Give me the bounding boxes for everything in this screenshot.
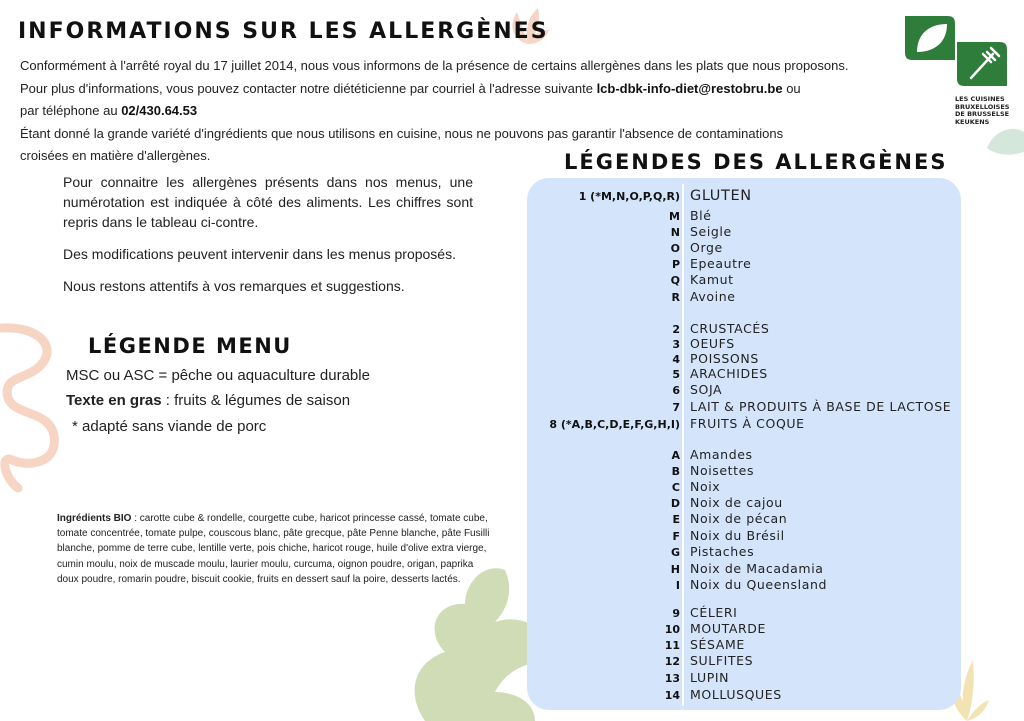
- allergen-label: LAIT & PRODUITS À BASE DE LACTOSE: [690, 399, 952, 414]
- allergen-label: Noix du Queensland: [690, 577, 828, 592]
- allergen-label: ARACHIDES: [690, 366, 768, 381]
- allergen-code: 9: [672, 607, 680, 620]
- allergen-code: B: [671, 465, 680, 478]
- allergen-label: Noix de pécan: [690, 511, 788, 526]
- allergen-label: Amandes: [690, 447, 753, 462]
- allergen-label: POISSONS: [690, 351, 759, 366]
- logo-text-line-3: DE BRUSSELSE: [955, 110, 1010, 118]
- contact-phone: 02/430.64.53: [121, 103, 198, 118]
- menu-legend-bold-desc: : fruits & légumes de saison: [161, 392, 351, 409]
- allergen-code: 10: [664, 623, 680, 636]
- allergen-code: H: [670, 563, 680, 576]
- intro-line-3: [20, 100, 920, 123]
- bio-label: Ingrédients BIO: [57, 513, 132, 524]
- allergen-label: SULFITES: [690, 653, 754, 668]
- menu-legend-bold: [66, 392, 350, 409]
- allergen-code: 11: [664, 639, 680, 652]
- allergen-code: 4: [672, 353, 680, 366]
- logo-leaf-icon: [903, 14, 1008, 94]
- allergen-label: Kamut: [690, 272, 734, 287]
- allergen-code: C: [671, 481, 680, 494]
- menu-legend-star: * adapté sans viande de porc: [72, 418, 267, 435]
- page-title: INFORMATIONS SUR LES ALLERGÈNES: [18, 19, 549, 44]
- info-paragraph-1: Pour connaitre les allergènes présents dans nos menus, une numérotation est indiquée à côté des aliments. Les chiffres sont repris dans le tableau ci-contre.: [63, 174, 473, 230]
- intro-line-1: Conformément à l'arrêté royal du 17 juillet 2014, nous vous informons de la présence de certains allergènes dans les plats que nous proposons.: [20, 58, 849, 73]
- allergen-code: A: [671, 449, 680, 462]
- allergen-label: Noisettes: [690, 463, 755, 478]
- bio-text: : carotte cube & rondelle, courgette cube, haricot princesse cassé, tomate cube, tomate concentrée, tomate pulpe, couscous blanc, pâte grecque, pâte Penne blanche, pâte Fusilli blanche, pomme de terre cube, lentille verte, pois chiche, haricot rouge, huile d'olive extra vierge, cumin moulu, noix de muscade moulu, laurier moulu, curcuma, oignon poudre, origan, paprika doux poudre, romarin poudre, biscuit cookie, fruits en dessert sauf la poire, desserts lactés.: [57, 513, 490, 585]
- allergen-label: Noix du Brésil: [690, 528, 785, 543]
- allergen-code: F: [672, 530, 680, 543]
- allergen-legend-title: LÉGENDES DES ALLERGÈNES: [564, 150, 948, 174]
- allergen-code: G: [670, 546, 680, 559]
- contact-email-link[interactable]: lcb-dbk-info-diet@restobru.be: [596, 80, 783, 96]
- allergen-label: FRUITS À COQUE: [690, 416, 805, 431]
- info-paragraph-2: Des modifications peuvent intervenir dans les menus proposés.: [63, 246, 456, 262]
- intro-line-4: Étant donné la grande variété d'ingrédients que nous utilisons en cuisine, nous ne pouvons pas garantir l'absence de contaminations: [20, 125, 784, 141]
- allergen-code: 1 (*M,N,O,P,Q,R): [578, 190, 680, 203]
- allergen-code: 14: [664, 689, 680, 702]
- allergen-label: Seigle: [690, 224, 732, 239]
- allergen-code: 6: [672, 384, 680, 397]
- menu-legend-title: LÉGENDE MENU: [88, 334, 292, 358]
- allergen-label: Blé: [690, 208, 712, 223]
- allergen-label: Orge: [690, 240, 723, 255]
- intro-line-5: croisées en matière d'allergènes.: [20, 148, 211, 163]
- logo: [903, 14, 1008, 130]
- allergen-code: 7: [672, 401, 680, 414]
- menu-legend-bold-label: Texte en gras: [66, 392, 162, 409]
- allergen-label: CÉLERI: [690, 605, 738, 620]
- allergen-label: Noix: [690, 479, 721, 494]
- allergen-label: Noix de Macadamia: [690, 561, 824, 576]
- peach-swirl-decoration: [0, 318, 70, 498]
- allergen-label: OEUFS: [690, 336, 735, 351]
- bio-ingredients: [57, 511, 492, 587]
- allergen-label: LUPIN: [690, 670, 730, 685]
- allergen-code: 5: [672, 368, 680, 381]
- menu-legend-msc: MSC ou ASC = pêche ou aquaculture durable: [66, 367, 370, 384]
- allergen-code: R: [671, 291, 680, 304]
- allergen-label: CRUSTACÉS: [690, 321, 770, 336]
- allergen-code: 3: [672, 338, 680, 351]
- intro-line-2: [20, 78, 920, 101]
- allergen-label: GLUTEN: [690, 188, 752, 204]
- allergen-label: Pistaches: [690, 544, 755, 559]
- allergen-code: M: [669, 210, 680, 223]
- logo-text: [955, 96, 1010, 126]
- allergen-code: I: [675, 579, 680, 592]
- allergen-code: Q: [670, 274, 680, 287]
- allergen-label: SÉSAME: [690, 637, 745, 652]
- allergen-code: D: [670, 497, 680, 510]
- info-paragraph-3: Nous restons attentifs à vos remarques et suggestions.: [63, 278, 405, 294]
- info-block: [63, 172, 473, 308]
- allergen-legend-divider: [682, 184, 684, 706]
- allergen-code: N: [670, 226, 680, 239]
- allergen-label: MOUTARDE: [690, 621, 766, 636]
- allergen-code: 8 (*A,B,C,D,E,F,G,H,I): [549, 418, 680, 431]
- allergen-code: 2: [672, 323, 680, 336]
- allergen-label: SOJA: [690, 382, 723, 397]
- allergen-label: Avoine: [690, 289, 736, 304]
- allergen-code: P: [671, 258, 680, 271]
- logo-text-line-4: KEUKENS: [955, 117, 990, 126]
- allergen-code: 13: [664, 672, 680, 685]
- allergen-code: E: [672, 513, 680, 526]
- allergen-label: MOLLUSQUES: [690, 687, 782, 702]
- allergen-code: 12: [664, 655, 680, 668]
- allergen-code: O: [670, 242, 680, 255]
- intro-line-3-text: par téléphone au: [20, 103, 122, 118]
- intro-line-2-text: Pour plus d'informations, vous pouvez contacter notre diététicienne par courriel à l'adresse suivante: [20, 80, 597, 96]
- intro-line-2-end: ou: [782, 80, 801, 96]
- logo-text-line-1: LES CUISINES: [955, 95, 1005, 103]
- allergen-label: Noix de cajou: [690, 495, 783, 510]
- allergen-label: Epeautre: [690, 256, 752, 271]
- logo-text-line-2: BRUXELLOISES: [955, 102, 1010, 111]
